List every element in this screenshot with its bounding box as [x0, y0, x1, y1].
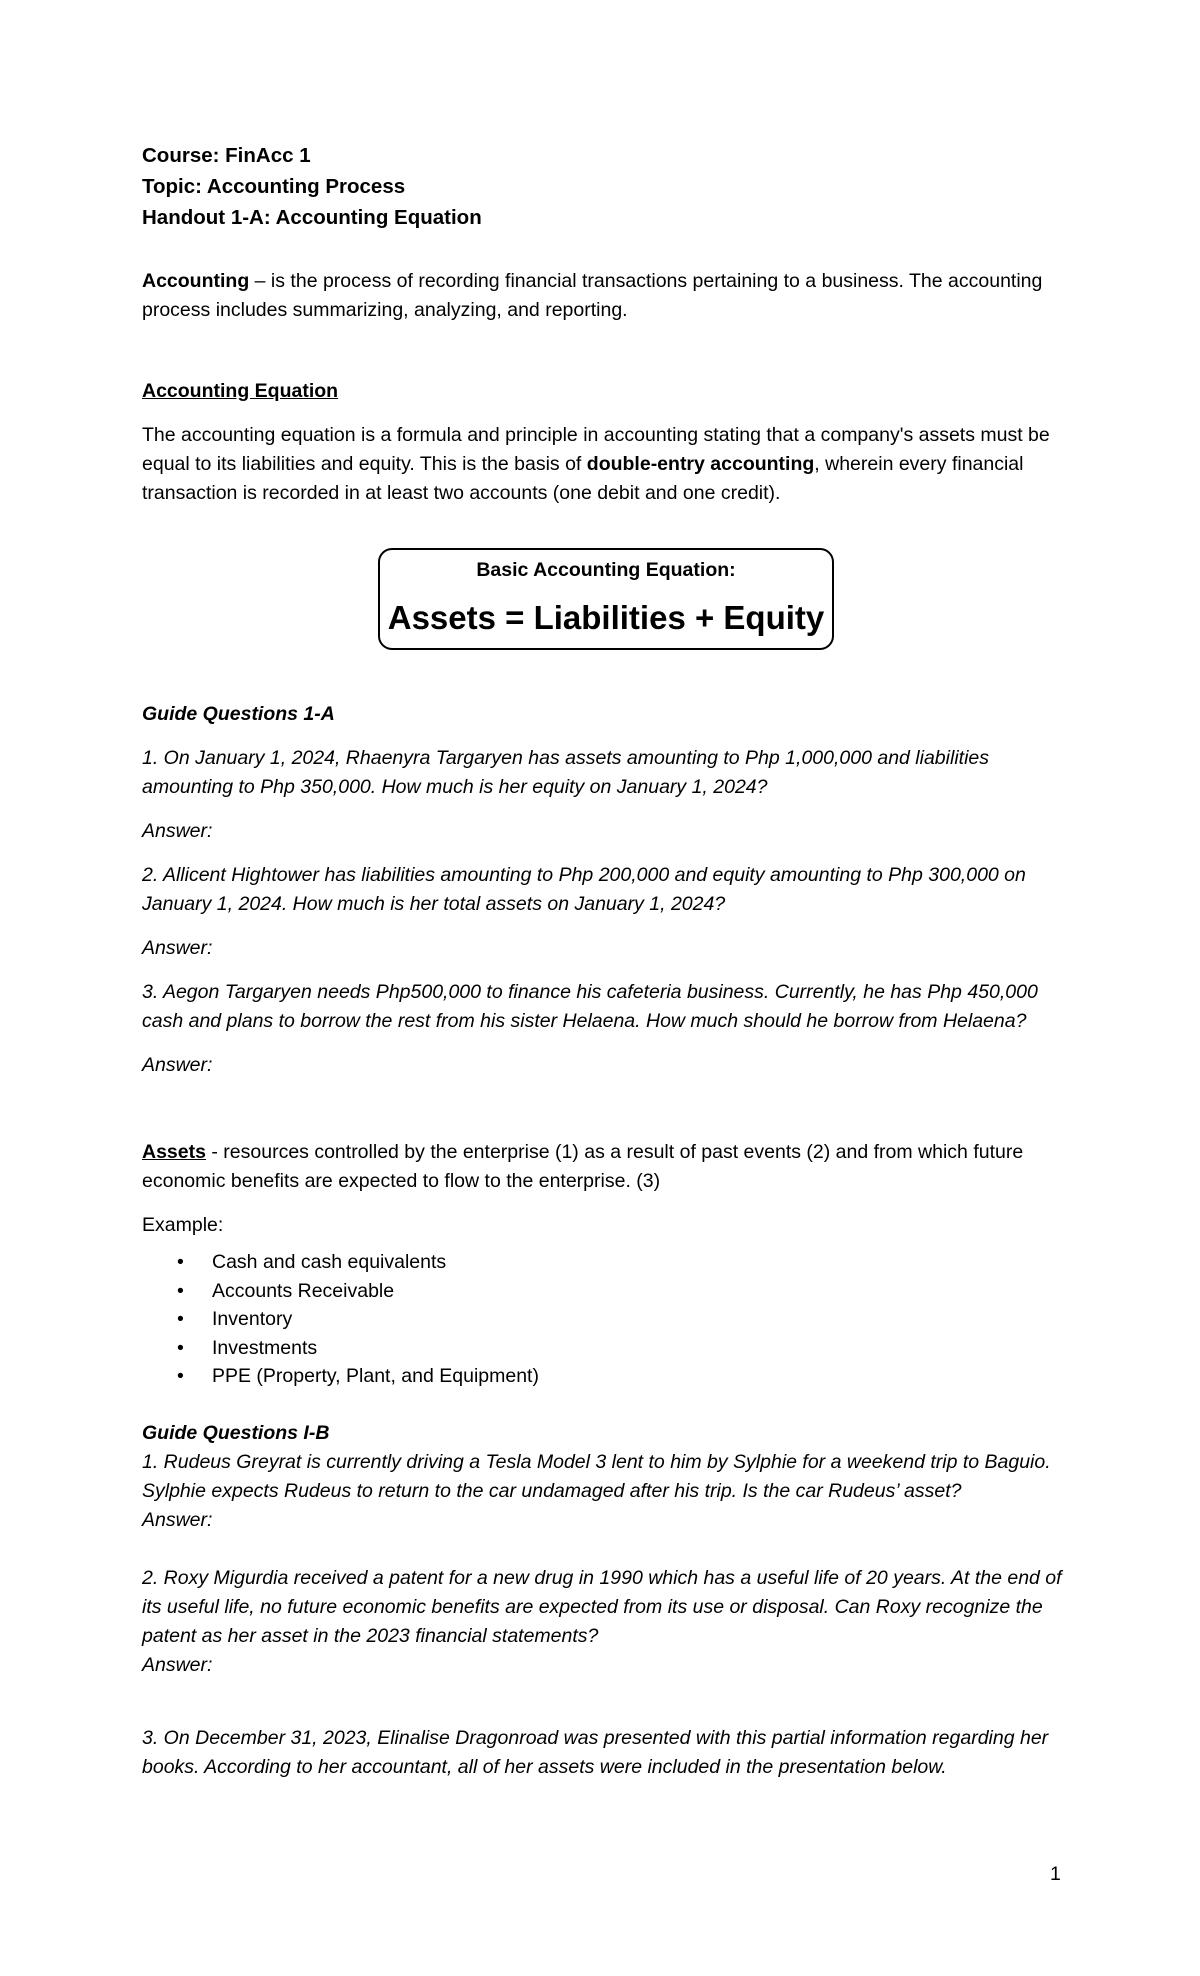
equation-body-part2: , wherein every financial transaction is recorded in at least two accounts (one debit and one credit).: [142, 453, 1024, 504]
bullet-icon: •: [177, 1251, 184, 1273]
assets-definition-text: - resources controlled by the enterprise (1) as a result of past events (2) and from which future economic benefits are expected to flow to the enterprise. (3): [142, 1141, 1024, 1192]
guide-1b-answer-1: Answer:: [142, 1508, 213, 1531]
page-number: 1: [1050, 1863, 1061, 1885]
accounting-equation-body: [142, 421, 1072, 508]
bullet-icon: •: [177, 1279, 184, 1302]
guide-1b-question-2: 2. Roxy Migurdia received a patent for a new drug in 1990 which has a useful life of 20 years. At the end of its useful life, no future economic benefits are expected from its use or disposal. Can Roxy recognize the patent as her asset in the 2023 financial statements?: [142, 1566, 1062, 1647]
handout-title: Handout 1-A: Accounting Equation: [142, 206, 482, 229]
guide-questions-1b-heading: Guide Questions I-B: [142, 1421, 330, 1444]
guide-1b-question-1: 1. Rudeus Greyrat is currently driving a Tesla Model 3 lent to him by Sylphie for a weekend trip to Baguio. Sylphie expects Rudeus to return to the car undamaged after his trip. Is the car Rudeus’ asset?: [142, 1450, 1051, 1502]
guide-1a-question-2: 2. Allicent Hightower has liabilities amounting to Php 200,000 and equity amounting to Php 300,000 on January 1, 2024. How much is her total assets on January 1, 2024?: [142, 864, 1026, 915]
guide-1a-question-3: 3. Aegon Targaryen needs Php500,000 to finance his cafeteria business. Currently, he has Php 450,000 cash and plans to borrow the rest from his sister Helaena. How much should he borrow from Helaena?: [142, 981, 1038, 1032]
list-item: [142, 1362, 1072, 1391]
guide-1a-answer-2: Answer:: [142, 937, 213, 959]
basic-equation-formula: Assets = Liabilities + Equity: [387, 599, 825, 636]
guide-1b-question-3: 3. On December 31, 2023, Elinalise Dragonroad was presented with this partial information regarding her books. According to her accountant, all of her assets were included in the presentation below.: [142, 1726, 1049, 1778]
asset-example-text: Cash and cash equivalents: [212, 1251, 447, 1273]
basic-equation-box: [378, 548, 834, 650]
guide-1a-question-1: 1. On January 1, 2024, Rhaenyra Targaryen has assets amounting to Php 1,000,000 and liabilities amounting to Php 350,000. How much is her equity on January 1, 2024?: [142, 747, 989, 798]
accounting-equation-heading: Accounting Equation: [142, 380, 339, 402]
bullet-icon: •: [177, 1336, 184, 1359]
asset-example-text: Accounts Receivable: [212, 1279, 395, 1302]
guide-1a-answer-3: Answer:: [142, 1054, 213, 1076]
list-item: [142, 1334, 1072, 1363]
double-entry-term: double-entry accounting: [586, 453, 815, 475]
accounting-definition: [142, 267, 1072, 325]
course-line: Course: FinAcc 1: [142, 144, 311, 167]
asset-example-text: PPE (Property, Plant, and Equipment): [212, 1365, 539, 1387]
equation-body-part1: The accounting equation is a formula and principle in accounting stating that a company's assets must be equal to its liabilities and equity. This is the basis of: [142, 424, 1050, 475]
asset-example-text: Investments: [212, 1336, 318, 1359]
asset-example-text: Inventory: [212, 1308, 293, 1330]
guide-1a-answer-1: Answer:: [142, 820, 213, 842]
list-item: [142, 1248, 1072, 1277]
asset-examples-list: [142, 1248, 1072, 1391]
bullet-icon: •: [177, 1365, 184, 1387]
assets-definition: [142, 1138, 1072, 1196]
guide-1b-answer-2: Answer:: [142, 1653, 213, 1676]
bullet-icon: •: [177, 1308, 184, 1330]
accounting-term: Accounting: [142, 270, 250, 292]
guide-questions-1a-heading: Guide Questions 1-A: [142, 703, 335, 725]
topic-line: Topic: Accounting Process: [142, 175, 406, 198]
list-item: [142, 1305, 1072, 1334]
basic-equation-label: Basic Accounting Equation:: [476, 559, 736, 581]
example-label: Example:: [142, 1214, 224, 1236]
list-item: [142, 1277, 1072, 1306]
assets-term: Assets: [142, 1141, 206, 1163]
accounting-definition-text: – is the process of recording financial transactions pertaining to a business. The accounting process includes summarizing, analyzing, and reporting.: [142, 270, 1043, 321]
page-content: [142, 140, 1072, 1782]
